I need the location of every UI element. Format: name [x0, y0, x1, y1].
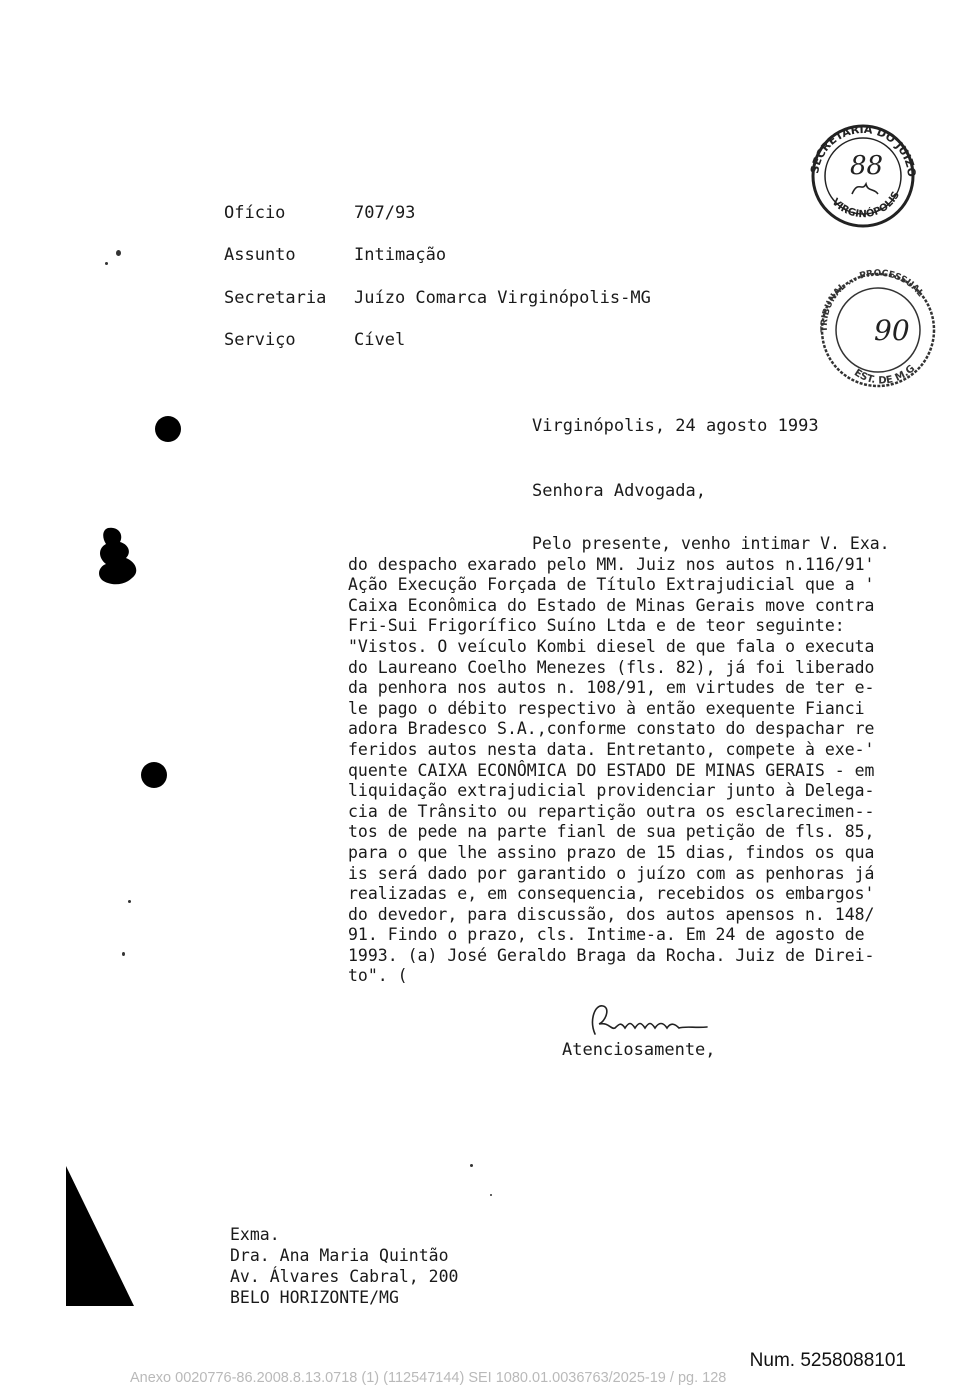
body-line: Pelo presente, venho intimar V. Exa. — [532, 534, 890, 553]
body-line: Fri-Sui Frigorífico Suíno Ltda e de teor seguinte: — [348, 616, 845, 636]
scan-edge-triangle — [66, 1166, 136, 1306]
salutation: Senhora Advogada, — [532, 481, 706, 501]
body-line: do Laureano Coelho Menezes (fls. 82), já foi liberado — [348, 657, 875, 677]
stamp-ring-text: TRIBUNAL ... PROCESSUAL — [819, 268, 926, 333]
speck — [470, 1164, 473, 1167]
stamp-initials — [852, 184, 878, 194]
address-line: Exma. — [230, 1225, 280, 1244]
body-line: cia de Trânsito ou repartição outra os esclarecimen-- — [348, 801, 875, 821]
speck — [122, 952, 125, 956]
address-line: Dra. Ana Maria Quintão — [230, 1246, 449, 1265]
secretaria-stamp — [802, 122, 924, 228]
document-reference-number: Num. 5258088101 — [749, 1350, 906, 1371]
field-label-oficio: Ofício — [224, 203, 286, 223]
speck — [490, 1194, 492, 1196]
field-label-secretaria: Secretaria — [224, 288, 327, 308]
body-line: adora Bradesco S.A.,conforme constato do despachar re — [348, 719, 875, 739]
speck — [128, 900, 131, 903]
body-line: liquidação extrajudicial providenciar junto à Delega- — [348, 781, 875, 801]
punch-hole-middle — [141, 762, 167, 788]
field-value-secretaria: Juízo Comarca Virginópolis-MG — [354, 288, 651, 308]
stamp-number: 90 — [874, 314, 910, 347]
stamp-ring-text: SECRETARIA DO JUIZO — [808, 122, 919, 178]
footer-watermark: Anexo 0020776-86.2008.8.13.0718 (1) (112547144) SEI 1080.01.0036763/2025-19 / pg. 128 — [130, 1370, 727, 1386]
punch-hole-top — [155, 416, 181, 442]
field-value-assunto: Intimação — [354, 245, 447, 265]
body-line: le pago o débito respectivo à então exequente Fianci — [348, 698, 865, 718]
body-line: 91. Findo o prazo, cls. Intime-a. Em 24 de agosto de — [348, 925, 865, 945]
field-label-servico: Serviço — [224, 330, 296, 350]
handwritten-signature — [585, 1000, 715, 1040]
tribunal-stamp — [816, 268, 936, 392]
body-line: to". ( — [348, 966, 408, 986]
body-line: quente CAIXA ECONÔMICA DO ESTADO DE MINAS GERAIS - em — [348, 760, 875, 780]
body-line: "Vistos. O veículo Kombi diesel de que fala o executa — [348, 636, 875, 656]
letter-body — [348, 534, 923, 987]
body-line: Caixa Econômica do Estado de Minas Gerais move contra — [348, 595, 875, 615]
body-line: realizadas e, em consequencia, recebidos os embargos' — [348, 884, 875, 904]
body-line: feridos autos nesta data. Entretanto, compete à exe-' — [348, 739, 875, 759]
body-line: Ação Execução Forçada de Título Extrajudicial que a ' — [348, 575, 875, 595]
stamp-bottom-text: EST. DE M.G — [851, 363, 918, 387]
speck — [105, 262, 108, 265]
scan-blot — [94, 526, 142, 588]
address-line: Av. Álvares Cabral, 200 — [230, 1267, 459, 1286]
body-line: do devedor, para discussão, dos autos apensos n. 148/ — [348, 904, 875, 924]
speck — [116, 250, 121, 256]
place-date: Virginópolis, 24 agosto 1993 — [532, 416, 819, 436]
body-line: da penhora nos autos n. 108/91, em virtudes de ter e- — [348, 678, 875, 698]
closing: Atenciosamente, — [562, 1040, 716, 1060]
address-line: BELO HORIZONTE/MG — [230, 1288, 399, 1307]
stamp-bottom-text: VIRGINÓPOLIS — [829, 189, 903, 221]
stamp-number: 88 — [850, 151, 884, 181]
field-value-servico: Cível — [354, 330, 406, 350]
field-label-assunto: Assunto — [224, 245, 296, 265]
body-line: tos de pede na parte fianl de sua petição de fls. 85, — [348, 822, 875, 842]
body-line: 1993. (a) José Geraldo Braga da Rocha. Juiz de Direi- — [348, 945, 875, 965]
body-line: do despacho exarado pelo MM. Juiz nos autos n.116/91' — [348, 554, 875, 574]
field-value-oficio: 707/93 — [354, 203, 416, 223]
body-line: is será dado por garantido o juízo com as penhoras já — [348, 863, 875, 883]
body-line: para o que lhe assino prazo de 15 dias, findos os qua — [348, 842, 875, 862]
